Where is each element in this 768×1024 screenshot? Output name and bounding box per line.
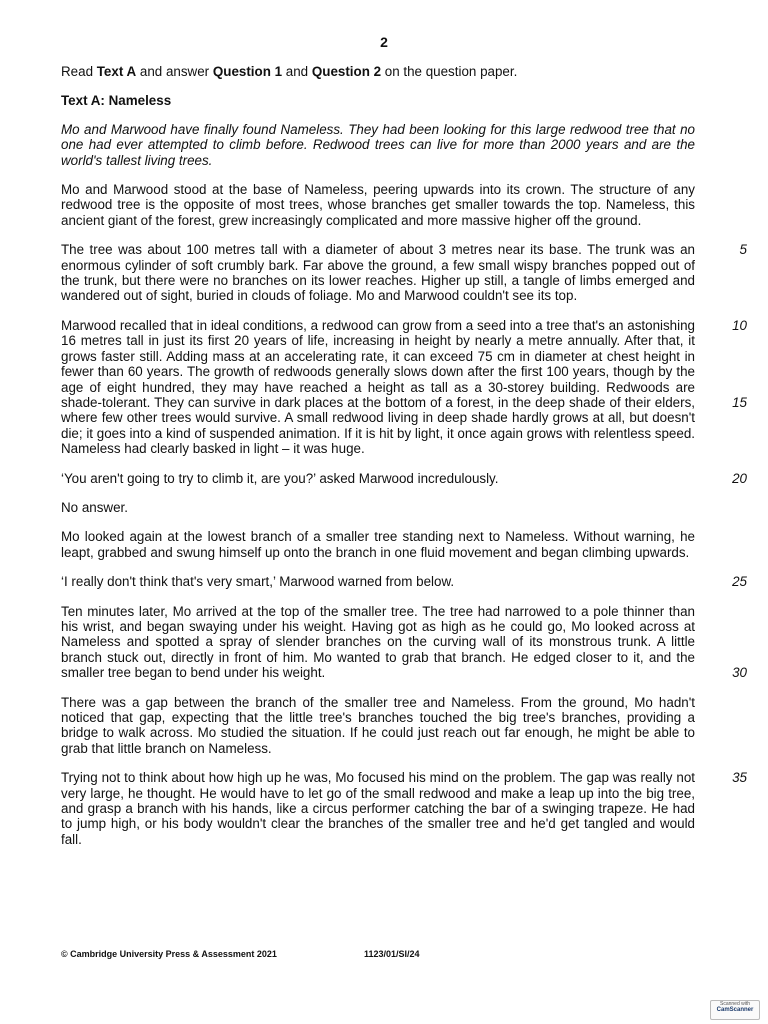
paragraph-text: Marwood recalled that in ideal conditions, a redwood can grow from a seed into a tree that's an astonishing 16 metres tall in just its first 20 years of life, increasing in height by nearly a metre annually. After that, it grows faster still. Adding mass at an accelerating rate, it can exceed 75 cm in diameter at chest height in fewer than 60 years. The growth of redwoods generally slows down after the first 100 years, though by the age of eight hundred, they may have reached a height as tall as a 30-storey building. Redwoods are shade-tolerant. They can survive in dark places at the bottom of a forest, in the deep shade of their elders, where few other trees would survive. A small redwood living in deep shade hardly grows at all, but doesn't die; it goes into a kind of suspended animation. If it is hit by light, it once again grows with relentless speed. Nameless had clearly basked in light – it was huge. [61, 317, 695, 457]
paragraph-7 [61, 574, 747, 590]
badge-brand: CamScanner [716, 1007, 754, 1013]
paragraph-text: ‘I really don't think that's very smart,’ Marwood warned from below. [61, 574, 455, 590]
document-body [61, 64, 747, 861]
line-number-20: 20 [732, 470, 747, 486]
line-number-30: 30 [732, 664, 747, 680]
paragraph-text: Trying not to think about how high up he was, Mo focused his mind on the problem. The gap was really not very large, he thought. He would have to let go of the small redwood and make a leap up into the big tree, and grasp a branch with his hands, like a circus performer catching the bar of a swinging trapeze. He had to jump high, or his body wouldn't clear the branches of the smaller tree and he'd get tangled and would fall. [61, 770, 695, 847]
paragraph-8 [61, 603, 747, 681]
instruction-line [61, 64, 695, 79]
paragraph-text: ‘You aren't going to try to climb it, are you?’ asked Marwood incredulously. [61, 470, 499, 486]
line-number-35: 35 [732, 770, 747, 786]
line-number-15: 15 [732, 394, 747, 410]
line-number-25: 25 [732, 574, 747, 590]
footer-copyright: © Cambridge University Press & Assessment 2021 [61, 949, 277, 959]
instruction-question-2: Question 2 [311, 64, 382, 79]
instruction-question-1: Question 1 [212, 64, 283, 79]
paragraph-6 [61, 529, 695, 560]
paragraph-2 [61, 242, 747, 304]
instruction-text: on the question paper. [381, 64, 518, 79]
intro-paragraph: Mo and Marwood have finally found Nameless. They had been looking for this large redwood tree that no one had ever attempted to climb before. Redwood trees can live for more than 2000 years and are the world's tallest living trees. [61, 121, 695, 168]
paragraph-text: No answer. [61, 499, 128, 515]
paragraph-text: Mo and Marwood stood at the base of Nameless, peering upwards into its crown. The structure of any redwood tree is the opposite of most trees, whose branches get smaller towards the top. Nameless, this ancient giant of the forest, grew increasingly complicated and more massive higher off the ground. [61, 182, 695, 228]
paragraph-10 [61, 770, 747, 847]
footer-paper-code: 1123/01/SI/24 [364, 949, 420, 959]
paragraph-5 [61, 500, 695, 515]
instruction-text: and answer [136, 64, 213, 79]
paragraph-9 [61, 695, 695, 757]
camscanner-badge [710, 1000, 760, 1020]
instruction-text-a: Text A [96, 64, 137, 79]
paragraph-3 [61, 317, 747, 457]
page-number: 2 [380, 34, 388, 50]
line-number-5: 5 [739, 242, 747, 258]
line-number-10: 10 [732, 317, 747, 333]
instruction-text: Read [61, 64, 97, 79]
paragraph-text: Mo looked again at the lowest branch of a smaller tree standing next to Nameless. Without warning, he leapt, grabbed and swung himself up onto the branch in one fluid movement and began climbing upwards. [61, 529, 695, 560]
paragraph-text: The tree was about 100 metres tall with a diameter of about 3 metres near its base. The trunk was an enormous cylinder of soft crumbly bark. Far above the ground, a few small wispy branches popped out of the trunk, but there were no branches on its lower reaches. Higher up still, a tangle of limbs emerged and wandered out of sight, buried in clouds of foliage. Mo and Marwood couldn't see its top. [61, 242, 695, 304]
text-title: Text A: Nameless [61, 93, 172, 109]
instruction-text: and [282, 64, 312, 79]
paragraph-text: Ten minutes later, Mo arrived at the top of the smaller tree. The tree had narrowed to a pole thinner than his wrist, and began swaying under his weight. Having got as high as he could go, Mo looked across at Nameless and spotted a spray of slender branches on the curving wall of its monstrous trunk. A little branch stuck out, directly in front of him. Mo wanted to grab that branch. He edged closer to it, and the smaller tree began to bend under his weight. [61, 603, 695, 681]
badge-caption: Scanned with [719, 1001, 751, 1007]
paragraph-1 [61, 182, 695, 228]
paragraph-4 [61, 470, 747, 486]
paragraph-text: There was a gap between the branch of the smaller tree and Nameless. From the ground, Mo hadn't noticed that gap, expecting that the little tree's branches touched the big tree's branches, providing a bridge to walk across. Mo studied the situation. If he could just reach out far enough, he might be able to grab that little branch on Nameless. [61, 694, 695, 756]
